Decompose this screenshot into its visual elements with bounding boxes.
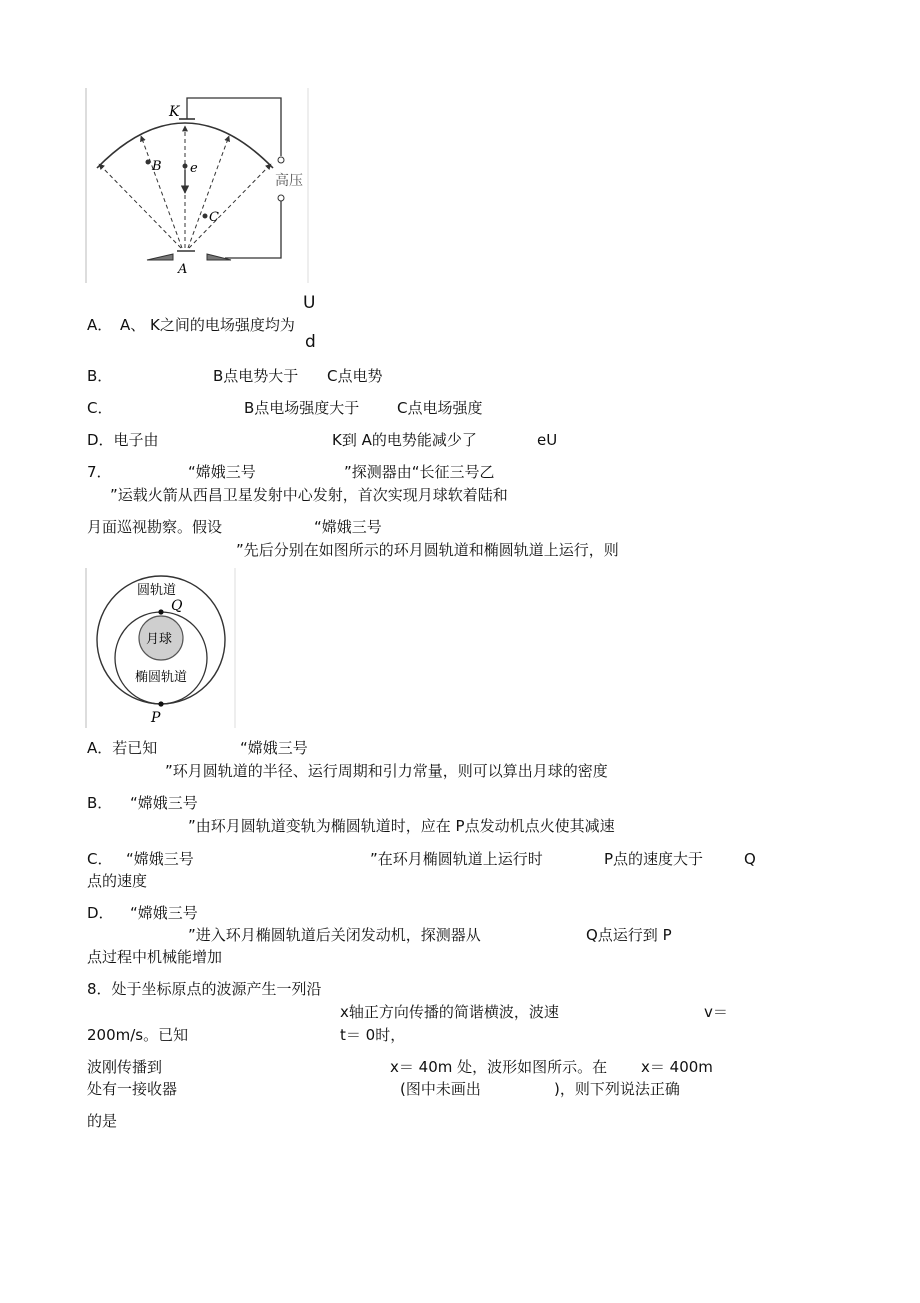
label-e: e <box>190 161 198 176</box>
q7-option-d-4: Q点运行到 P <box>586 926 672 944</box>
label-high-voltage: 高压 <box>275 173 303 189</box>
q6-option-c-prefix: C． <box>87 399 113 417</box>
q7-option-c-6: 点的速度 <box>87 872 148 890</box>
q6-option-d-prefix: D．电子由 <box>87 431 159 449</box>
anode-left-plate <box>147 254 173 260</box>
q7-option-c-5: Q <box>744 850 756 868</box>
field-line-5 <box>189 164 271 248</box>
q7-option-b-2: “嫦娥三号 <box>130 794 198 812</box>
field-line-2 <box>141 136 182 248</box>
q7-option-a-1: A．若已知 <box>87 739 158 757</box>
q7-line2: ”运载火箭从西昌卫星发射中心发射，首次实现月球软着陆和 <box>110 486 508 504</box>
q7-line1-c: ”探测器由“长征三号乙 <box>344 463 495 481</box>
point-q-dot <box>158 609 163 614</box>
q6-option-c-text1: B点电场强度大于 <box>244 399 360 417</box>
circuit-wire-bottom <box>225 201 281 258</box>
q8-line5-c: )，则下列说法正确 <box>554 1080 680 1098</box>
anode-right-plate <box>207 254 231 260</box>
field-line-4 <box>188 136 229 248</box>
q7-option-c-1: C． <box>87 850 113 868</box>
q7-option-d-5: 点过程中机械能增加 <box>87 948 223 966</box>
q8-line2-b: v＝ <box>704 1003 728 1021</box>
fraction-numerator: U <box>303 293 316 313</box>
q7-option-d-3: ”进入环月椭圆轨道后关闭发动机，探测器从 <box>188 926 481 944</box>
q8-line3-a: 200m/s。已知 <box>87 1026 189 1044</box>
point-p-dot <box>158 701 163 706</box>
q7-option-a-2: “嫦娥三号 <box>240 739 308 757</box>
q7-option-c-4: P点的速度大于 <box>604 850 704 868</box>
label-k: K <box>169 104 180 120</box>
q8-line5-b: (图中未画出 <box>400 1080 481 1098</box>
q7-line3-b: “嫦娥三号 <box>314 518 382 536</box>
q7-option-b-3: ”由环月圆轨道变轨为椭圆轨道时，应在 P点发动机点火使其减速 <box>188 817 615 835</box>
field-line-1 <box>99 164 181 248</box>
q6-option-b-prefix: B． <box>87 367 113 385</box>
q8-line6: 的是 <box>87 1112 118 1130</box>
q8-line3-b: t＝ 0时， <box>340 1026 406 1044</box>
q8-line4-c: x＝ 400m <box>641 1058 713 1076</box>
q8-line4-b: x＝ 40m 处，波形如图所示。在 <box>390 1058 608 1076</box>
q8-line4-a: 波刚传播到 <box>87 1058 163 1076</box>
fraction-denominator: d <box>305 332 316 352</box>
point-b-dot <box>146 160 151 165</box>
q8-line1: 8．处于坐标原点的波源产生一列沿 <box>87 980 322 998</box>
label-circle-orbit: 圆轨道 <box>137 583 177 598</box>
q6-option-c-text2: C点电场强度 <box>397 399 483 417</box>
circuit-wire-top <box>187 98 281 156</box>
label-b: B <box>152 159 162 174</box>
point-c-dot <box>203 214 208 219</box>
q7-number: 7． <box>87 463 112 481</box>
q7-line4: ”先后分别在如图所示的环月圆轨道和椭圆轨道上运行，则 <box>236 541 619 559</box>
q6-option-b-text1: B点电势大于 <box>213 367 299 385</box>
q6-option-d-text2: eU <box>537 431 558 449</box>
label-ellipse-orbit: 椭圆轨道 <box>135 670 188 685</box>
q8-line5-a: 处有一接收器 <box>87 1080 178 1098</box>
q7-line3-a: 月面巡视勘察。假设 <box>87 518 223 536</box>
terminal-bottom <box>278 195 284 201</box>
q6-option-d-text1: K到 A的电势能减少了 <box>332 431 477 449</box>
q7-line1-b: “嫦娥三号 <box>188 463 256 481</box>
q7-option-c-3: ”在环月椭圆轨道上运行时 <box>370 850 543 868</box>
figure-electric-field-diagram <box>85 88 310 283</box>
q7-option-d-1: D． <box>87 904 114 922</box>
q7-option-c-2: “嫦娥三号 <box>126 850 194 868</box>
label-c: C <box>209 210 219 225</box>
q6-option-a-text: A、 K之间的电场强度均为 <box>120 316 295 334</box>
electron-dot <box>183 164 188 169</box>
q6-option-a-prefix: A． <box>87 316 113 334</box>
label-p: P <box>151 710 161 726</box>
q7-option-d-2: “嫦娥三号 <box>130 904 198 922</box>
label-moon: 月球 <box>146 632 173 647</box>
q7-option-b-1: B． <box>87 794 113 812</box>
q7-option-a-3: ”环月圆轨道的半径、运行周期和引力常量，则可以算出月球的密度 <box>165 762 608 780</box>
q8-line2-a: x轴正方向传播的简谐横波，波速 <box>340 1003 559 1021</box>
q6-option-b-text2: C点电势 <box>327 367 383 385</box>
label-q: Q <box>171 598 183 614</box>
figure-lunar-orbits <box>85 568 240 728</box>
label-a: A <box>178 262 188 277</box>
terminal-top <box>278 157 284 163</box>
